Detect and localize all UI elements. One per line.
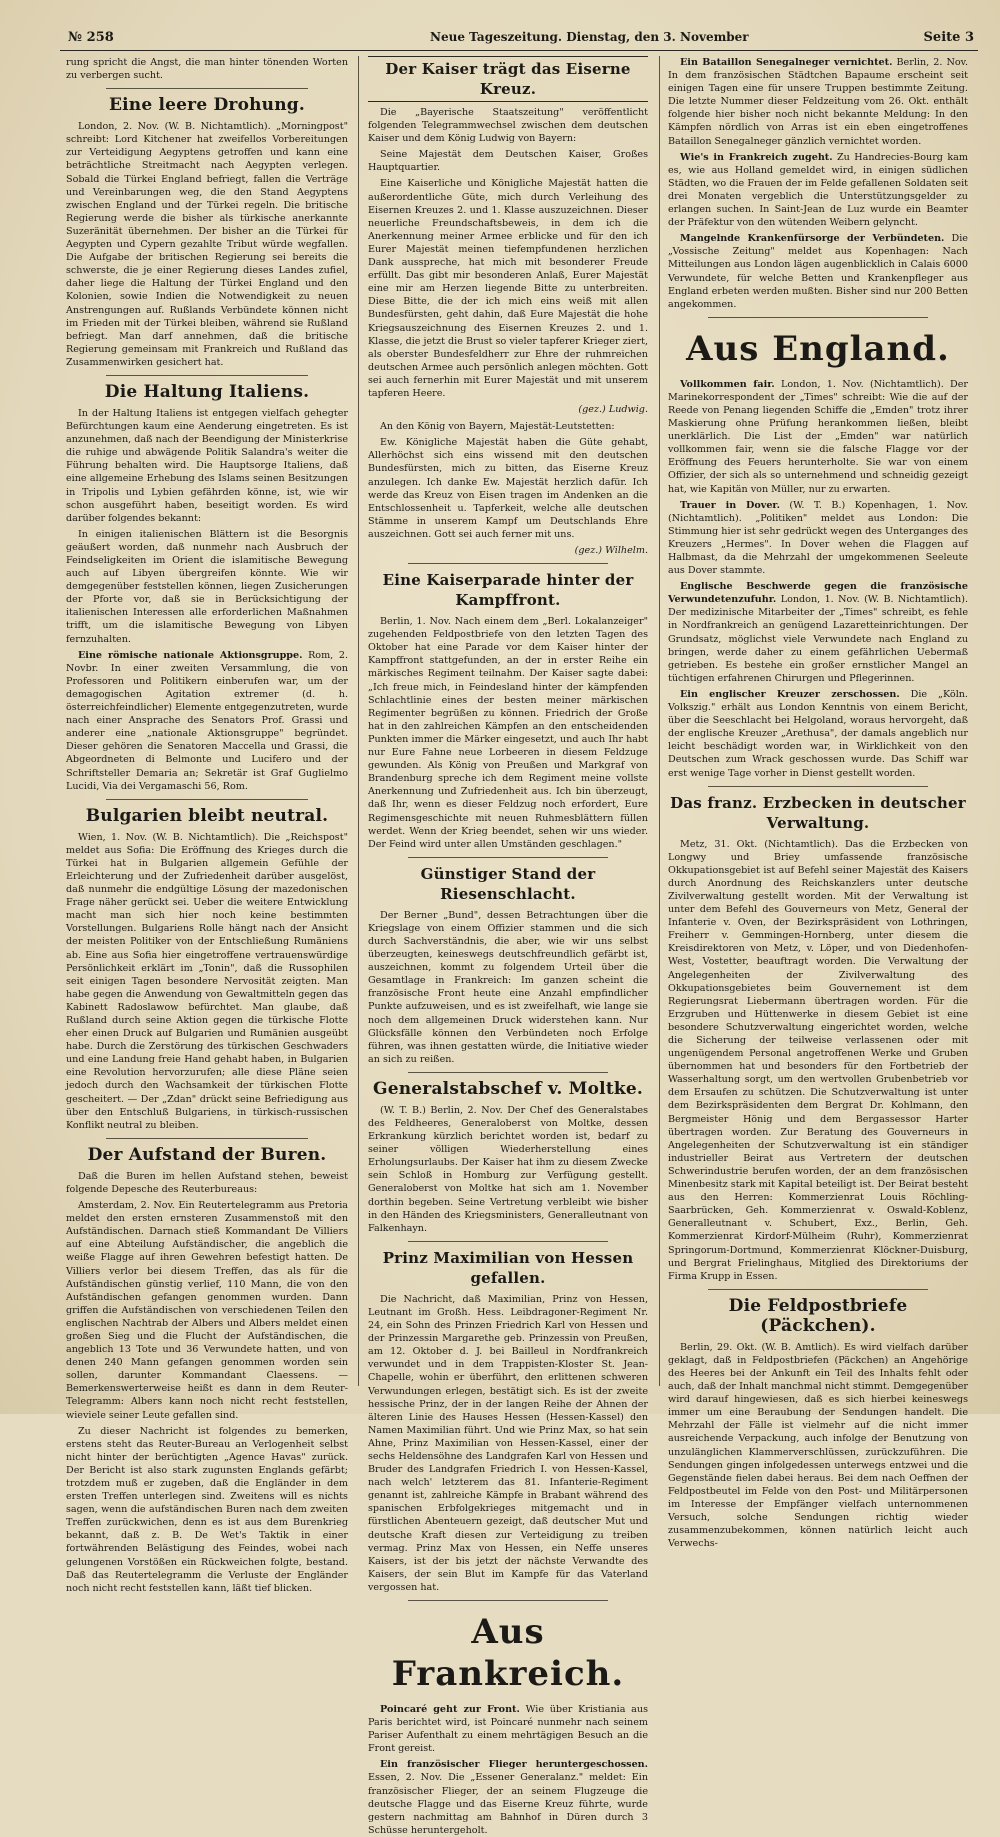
headline-aus-england: Aus England. <box>686 328 950 369</box>
column-middle <box>368 56 648 1836</box>
article-paragraph <box>668 151 968 230</box>
paragraph-lead: Ein Bataillon Senegalneger vernichtet. <box>680 57 893 68</box>
paragraph-lead: Poincaré geht zur Front. <box>380 1704 520 1715</box>
paragraph-lead: Wie's in Frankreich zugeht. <box>680 151 833 163</box>
paragraph-lead: Mangelnde Krankenfürsorge der Verbündeten. <box>680 233 945 245</box>
headline-bulgarien: Bulgarien bleibt neutral. <box>85 805 329 826</box>
article-paragraph: Die Nachricht, daß Maximilian, Prinz von Hessen, Leutnant im Großh. Hess. Leibdragoner-Regiment Nr. 24, ein Sohn des Prinzen Friedrich Karl von Hessen und der Prinzessin Margarethe geb. Prinzessin von Preußen, am 12. Oktober d. J. bei Bailleul in Nordfrankreich verwundet und in dem Trappisten-Kloster St. Jean-Chapelle, wohin er überführt, den erlittenen schweren Verwundungen erlegen, bestätigt sich. Es ist der zweite hessische Prinz, der in der langen Reihe der Ahnen der älteren Linie des Hauses Hessen (Hessen-Kassel) den Namen Maximilian führt. Und wie Prinz Max, so hat sein Ahne, Prinz Maximilian von Hessen-Kassel, einer der sechs Heldensöhne des Landgrafen Karl von Hessen und Bruder des Landgrafen Friedrich I. von Hessen-Kassel, nach welch' letzterem das 81. Infanterie-Regiment genannt ist, zahlreiche Kämpfe in Brabant während des spanischen Erbfolgekrieges mitgemacht und in fürstlichen Abenteuern gezeigt, daß deutscher Mut und deutsche Kraft diesen zur Verteidigung zu treiben vermag. Prinz Max von Hessen, ein Neffe unseres Kaisers, ist der bis jetzt der nächste Verwandte des Kaisers, der sein Blut im Kampfe für das Vaterland vergossen hat. <box>368 1293 648 1593</box>
paragraph-lead: Englische Beschwerde gegen die französische Verwundetenzufuhr. <box>668 581 968 606</box>
divider <box>106 88 308 89</box>
divider <box>708 317 928 318</box>
headline-aufstand-buren: Der Aufstand der Buren. <box>87 1144 327 1165</box>
article-paragraph <box>668 378 968 496</box>
headline-riesenschlacht: Günstiger Stand der Riesenschlacht. <box>420 864 596 903</box>
paragraph-lead: Ein französischer Flieger heruntergeschossen. <box>380 1759 648 1771</box>
paragraph-body: London, 1. Nov. (Nichtamtlich). Der Marinekorrespondent der „Times" schreibt: Wie die auf der Reede von Penang liegenden Schiffe die „Emden" trotz ihrer Maskierung ohne Prüfung herankommen ließen, bleibt unerklärlich. Die List der „Emden" war natürlich vollkommen fair, wenn sie die falsche Flagge vor der Eröffnung des Feuers herunterholte. Sie war von einem Offizier, der sich als so unternehmend und schneidig gezeigt hat, wie Kapitän von Müller, nur zu erwarten. <box>668 378 968 495</box>
divider <box>408 1072 608 1073</box>
article-paragraph: Metz, 31. Okt. (Nichtamtlich). Das die Erzbecken von Longwy und Briey umfassende französische Okkupationsgebiet ist auf Befehl seiner Majestät des Kaisers durch Anordnung des Reichskanzlers unter deutsche Zivilverwaltung gestellt worden. Mit der Verwaltung ist unter dem Befehl des Gouverneurs von Metz, General der Infanterie v. Oven, der Bezirkspräsident von Lothringen, Freiherr v. Gemmingen-Hornberg, unter diesem die Kreisdirektoren von Metz, v. Löper, und von Diedenhofen-West, Vostetter, beauftragt worden. Die Verwaltung der Angelegenheiten der Zivilverwaltung des Okkupationsgebietes beim Gouvernement ist dem Regierungsrat Liebermann übertragen worden. Für die Erzgruben und Hüttenwerke in diesem Gebiet ist eine besondere Schutzverwaltung eingerichtet worden, welche die Sicherung der teilweise verlassenen oder mit ungenügendem Personal angetroffenen Werke und Gruben übernommen hat und besonders für den Fortbetrieb der Wasserhaltung sorgt, um den wertvollen Grubenbetrieb vor dem Ersaufen zu schützen. Die Schutzverwaltung ist unter dem Bezirkspräsidenten dem Bergrat Dr. Kohlmann, den Bergmeister Hönig und dem Bergassessor Harter übertragen worden. Zur Beratung des Gouverneurs in Angelegenheiten der Schutzverwaltung ist ein ständiger industrieller Beirat aus Vertretern der deutschen Schwerindustrie berufen worden, der an dem französischen Minenbesitz stark mit Kapital beteiligt ist. Der Beirat besteht aus den Herren: Kommerzienrat Louis Röchling-Saarbrücken, Geh. Kommerzienrat v. Oswald-Koblenz, Generalleutnant v. Schubert, Exz., Berlin, Geh. Kommerzienrat Kirdorf-Mülheim (Ruhr), Kommerzienrat Springorum-Dortmund, Kommerzienrat Klöckner-Duisburg, und Bergrat Frielinghaus, Mitglied des Direktoriums der Firma Krupp in Essen. <box>668 838 968 1282</box>
article-paragraph <box>668 688 968 780</box>
article-paragraph: Ew. Königliche Majestät haben die Güte gehabt, Allerhöchst sich eins wissend mit den deutschen Bundesfürsten, mich zu bitten, das Eiserne Kreuz anzulegen. Ich danke Ew. Majestät herzlich dafür. Ich werde das Kreuz von Eisen tragen im Andenken an die Entschlossenheit u. Tapferkeit, welche alle deutschen Stämme in unserem Kampf um Deutschlands Ehre auszeichnen. Gott sei auch ferner mit uns. <box>368 437 648 540</box>
paragraph-lead: Eine römische nationale Aktionsgruppe. <box>78 649 303 661</box>
article-paragraph <box>368 1703 648 1755</box>
paragraph-body: Rom, 2. Novbr. In einer zweiten Versammlung, die von Professoren und Politikern einberufen war, um der demagogischen Agitation extremer (d. h. österreichfeindlicher) Elemente entgegenzutreten, wurde nach einer Ansprache des Senators Prof. Grassi und anderer eine „nationale Aktionsgruppe" begründet. Dieser gehören die Senatoren Maccella und Grassi, die Abgeordneten di Belmonte und Lucifero und der Schriftsteller Demaria an; Sekretär ist Graf Guglielmo Lucidi, Via dei Vergamaschi 56, Rom. <box>66 649 348 792</box>
headline-leere-drohung: Eine leere Drohung. <box>108 95 305 116</box>
column-left <box>66 56 348 1594</box>
paragraph-body: Wie über Kristiania aus Paris berichtet wird, ist Poincaré nunmehr nach seinem Pariser Aufenthalt zu einem mehrtägigen Besuch an die Front gereist. <box>368 1704 648 1755</box>
carry-over-text: rung spricht die Angst, die man hinter tönenden Worten zu verbergen sucht. <box>66 57 348 82</box>
article-paragraph: Der Berner „Bund", dessen Betrachtungen über die Kriegslage von einem Offizier stammen und die sich durch Sachverständnis, die aber, wie wir uns selbst überzeugten, keineswegs deutschfreundlich gefärbt ist, auszeichnen, kommt zu folgendem Urteil über die Gesamtlage in Frankreich: Im ganzen scheint die französische Front heute eine Anzahl empfindlicher Punkte aufzuweisen, und es ist zweifelhaft, wie lange sie noch dem allgemeinen Druck widerstehen kann. Nur Glücksfälle können den Verbündeten noch Erfolge führen, was ihnen gestatten würde, die Initiative wieder an sich zu reißen. <box>368 909 648 1065</box>
page-number: Seite 3 <box>923 30 974 45</box>
article-paragraph: Eine Kaiserliche und Königliche Majestät hatten die außerordentliche Güte, mich durch Verleihung des Eisernen Kreuzes 2. und 1. Klasse auszuzeichnen. Dieser neuerliche Freundschaftsbeweis, in dem ich die Anerkennung meiner Armee erblicke und für den ich Eurer Majestät meinen tiefempfundenen herzlichen Dank ausspreche, hat mich mit besonderer Freude erfüllt. Das gibt mir besonderen Anlaß, Eurer Majestät eine mir am Herzen liegende Bitte zu unterbreiten. Diese Bitte, die der ich mich eins weiß mit allen Bundesfürsten, geht dahin, daß Eure Majestät die hohe Kriegsauszeichnung des Eisernen Kreuzes 2. und 1. Klasse, die jetzt die Brust so vieler tapferer Krieger ziert, als oberster Bundesfeldherr zur Ehre der ruhmreichen deutschen Armee auch persönlich anlegen möchten. Gott sei auch fernerhin mit Eurer Majestät und mit unserem tapferen Heere. <box>368 178 648 399</box>
article-paragraph: Seine Majestät dem Deutschen Kaiser, Großes Hauptquartier. <box>368 149 648 174</box>
headline-prinz-maximilian: Prinz Maximilian von Hessen gefallen. <box>382 1248 634 1287</box>
paragraph-body: London, 1. Nov. (W. B. Nichtamtlich). Der medizinische Mitarbeiter der „Times" schreibt, es fehle in Nordfrankreich an genügend Lazaretteinrichtungen. Der Grundsatz, möglichst viele Verwundete nach England zu bringen, werde daher zu einem gefährlichen Uebermaß getrieben. Es bestehe ein großer ernstlicher Mangel an tüchtigen erfahrenen Chirurgen und Pflegerinnen. <box>668 594 968 684</box>
divider <box>106 799 308 800</box>
headline-erzbecken: Das franz. Erzbecken in deutscher Verwaltung. <box>670 793 966 832</box>
article-paragraph <box>66 649 348 793</box>
article-paragraph <box>668 232 968 311</box>
divider <box>408 1600 608 1601</box>
article-paragraph: Wien, 1. Nov. (W. B. Nichtamtlich). Die „Reichspost" meldet aus Sofia: Die Eröffnung des Krieges durch die Türkei hat in Bulgarien allgemein Gefühle der Erleichterung und der Zufriedenheit darüber ausgelöst, daß nunmehr die endgültige Lösung der mazedonischen Frage näher gerückt sei. Ueber die weitere Entwicklung macht man sich hier noch keine bestimmten Vorstellungen. Bulgariens Rolle hängt nach der Ansicht der meisten Politiker von der Entschließung Rumäniens ab. Eine aus Sofia hier eingetroffene vertrauenswürdige Persönlichkeit erklärt im „Tonin", daß die Russophilen seit einigen Tagen besondere Nervosität zeigten. Man habe gegen die Anwendung von Gewaltmitteln gegen das Kabinett Radoslawow befürchtet. Man glaube, daß Rußland durch seine Aktion gegen die türkische Flotte eher einen Druck auf Bulgarien und Rumänien ausgeübt habe. Durch die Zerstörung des türkischen Geschwaders und eine Landung freie Hand gehabt haben, in Bulgarien eine Revolution hervorzurufen; alle diese Pläne seien jedoch durch den Wachsamkeit der türkischen Flotte gescheitert. — Der „Zdan" drückt seine Befriedigung aus über den Entschluß Bulgariens, in türkisch-russischen Konflikt neutral zu bleiben. <box>66 831 348 1131</box>
divider <box>408 857 608 858</box>
paragraph-body: (W. T. B.) Kopenhagen, 1. Nov. (Nichtamtlich). „Politiken" meldet aus London: Die Stimmung hier ist sehr gedrückt wegen des Unterganges des Kreuzers „Hermes". In Dover wehen die Flaggen auf Halbmast, da die Mehrzahl der umgekommenen Seeleute aus Dover stammte. <box>668 499 968 577</box>
article-paragraph: London, 2. Nov. (W. B. Nichtamtlich). „Morningpost" schreibt: Lord Kitchener hat zweifellos Vorbereitungen zur Verteidigung Aegyptens getroffen und kann eine beträchtliche Streitmacht nach Aegypten verlegen. Sobald die Türkei England befriegt, fallen die Verträge und Vereinbarungen weg, die den Stand Aegyptens zwischen England und der Türkei regeln. Die britische Regierung werde die bisher als türkische anerkannte Suzeränität übernehmen. Der bisher an die Türkei für Aegypten und Cypern gezahlte Tribut würde wegfallen. Die Aufgabe der britischen Regierung sei bereits die schwerste, die je einer Regierung dieses Landes zufiel, daher liege die Haltung der Türkei England und den Kolonien, sowie Indien die Notwendigkeit zu neuen Anstrengungen auf. Rußlands Verbündete können nicht im Frieden mit der Türkei bleiben, während sie Rußland befriegt. Man darf annehmen, daß die britische Regierung gemeinsam mit Frankreich und Rußland das Zusammenwirken gesichert hat. <box>66 121 348 368</box>
article-paragraph <box>668 56 968 148</box>
article-paragraph: Amsterdam, 2. Nov. Ein Reutertelegramm aus Pretoria meldet den ersten ernsteren Zusammenstoß mit den Aufständischen. Darnach stieß Kommandant De Villiers auf eine Abteilung Aufständischer, die angeblich die weiße Flagge auf ihren Gewehren befestigt hatten. De Villiers verlor bei diesem Treffen, das als für die Aufständischen günstig verlief, 110 Mann, die von den Aufständischen gefangen genommen wurden. Dann griffen die Aufständischen von verschiedenen Teilen den englischen Nachtrab der Albers und Albers meldet einen großen Sieg und die Flucht der Aufständischen, die angeblich 13 Tote und 36 Verwundete hatten, und von denen 240 Mann gefangen genommen worden sein sollen, darunter Kommandant Claessens. — Bemerkenswerterweise heißt es dann in dem Reuter-Telegramm: Albers kann noch nicht recht feststellen, wieviele seiner Leute gefallen sind. <box>66 1200 348 1421</box>
headline-feldpostbriefe: Die Feldpostbriefe (Päckchen). <box>728 1295 908 1336</box>
paragraph-body: Berlin, 2. Nov. In dem französischen Städtchen Bapaume erscheint seit einigen Tagen eine für unsere Truppen bestimmte Zeitung. Die letzte Nummer dieser Feldzeitung vom 26. Okt. enthält folgende hier bisher noch nicht bekannte Meldung: In den Kämpfen nördlich von Arras ist ein eben eingetroffenes Bataillon Senegalneger gänzlich vernichtet worden. <box>668 57 968 147</box>
paragraph-body: Die „Köln. Volkszig." erhält aus London Kenntnis von einem Bericht, über die Seeschlacht bei Helgoland, woraus hervorgeht, daß der englische Kreuzer „Arethusa", der damals angeblich nur leicht beschädigt worden war, in Wirklichkeit von den Deutschen zum Wrack geschossen wurde. Das Schiff war erst wenige Tage vorher in Dienst gestellt worden. <box>668 688 968 779</box>
paragraph-lead: Trauer in Dover. <box>680 499 780 511</box>
article-paragraph <box>668 580 968 685</box>
newspaper-dateline: Neue Tageszeitung. Dienstag, den 3. November <box>430 30 749 44</box>
headline-haltung-italiens: Die Haltung Italiens. <box>104 381 310 402</box>
paragraph-body: Die „Vossische Zeitung" meldet aus Kopenhagen: Nach Mitteilungen aus London lägen augenblicklich in Calais 6000 Verwundete, für welche Betten und Krankenpfleger aus England erbeten werden mußten. Bisher sind nur 200 Betten angekommen. <box>668 233 968 310</box>
article-paragraph: Berlin, 29. Okt. (W. B. Amtlich). Es wird vielfach darüber geklagt, daß in Feldpostbriefen (Päckchen) an Angehörige des Heeres bei der Ankunft ein Teil des Inhalts fehlt oder auch, daß der Inhalt manchmal nicht stimmt. Demgegenüber wird darauf hingewiesen, daß es sich hierbei keineswegs immer um eine Beraubung der Sendungen handelt. Die Mehrzahl der Fälle ist vielmehr auf die nicht immer ausreichende Verpackung, auch infolge der Benutzung von unzulänglichen Klammerverschlüssen, zurückzuführen. Die Sendungen gingen infolgedessen unterwegs entzwei und die Gegenstände fielen dabei heraus. Bei dem nach Oeffnen der Feldpostbeutel im Felde von den Post- und Militärpersonen im Interesse der Empfänger vielfach unternommenen Versuch, solche Sendungen richtig wieder zusammenzubekommen, können natürlich leicht auch Verwechs- <box>668 1341 968 1550</box>
article-paragraph: (W. T. B.) Berlin, 2. Nov. Der Chef des Generalstabes des Feldheeres, Generaloberst von Moltke, dessen Erkrankung kürzlich berichtet worden ist, bedarf zu seiner völligen Wiederherstellung eines Erholungsurlaubs. Der Kaiser hat ihm zu diesem Zwecke sein Schloß in Homburg zur Verfügung gestellt. Generaloberst von Moltke hat sich am 1. November dorthin begeben. Seine Vertretung verbleibt wie bisher in den Händen des Kriegsministers, Generalleutnant von Falkenhayn. <box>368 1104 648 1234</box>
signature: (gez.) Ludwig. <box>578 404 648 416</box>
article-paragraph: An den König von Bayern, Majestät-Leutstetten: <box>380 421 615 433</box>
column-rule <box>659 56 660 1386</box>
article-paragraph: Die „Bayerische Staatszeitung" veröffentlicht folgenden Telegrammwechsel zwischen dem deutschen Kaiser und dem König Ludwig von Bayern: <box>368 107 648 145</box>
article-paragraph: In der Haltung Italiens ist entgegen vielfach gehegter Befürchtungen kaum eine Aenderung eingetreten. Es ist anzunehmen, daß nach der Beendigung der Ministerkrise die ruhige und abwägende Politik Salandra's weiter die Führung behalten wird. Die Hauptsorge Italiens, daß eine allgemeine Erhebung des Islams seinen Besitzungen in Tripolis und Lybien gefährden könne, ist, wie wir schon ausgeführt haben, beseitigt worden. Es wird darüber folgendes bekannt: <box>66 407 348 524</box>
headline-aus-frankreich: Aus Frankreich. <box>391 1612 625 1694</box>
divider <box>408 563 608 564</box>
paragraph-body: Zu Handrecies-Bourg kam es, wie aus Holland gemeldet wird, in einigen südlichen Städten, wo die Frauen der im Felde gefallenen Soldaten seit drei Monaten vergeblich die Unterstützungsgelder zu erlangen suchen. In Saint-Jean de Luz wurde ein Beamter der Präfektur von den wütenden Weibern gelyncht. <box>668 151 968 229</box>
article-paragraph: Daß die Buren im hellen Aufstand stehen, beweist folgende Depesche des Reuterbureaus: <box>66 1170 348 1195</box>
article-paragraph: In einigen italienischen Blättern ist die Besorgnis geäußert worden, daß nunmehr nach Ausbruch der Feindseligkeiten im Orient die islamitische Bewegung auch auf Libyen übergreifen könnte. Wie wir demgegenüber feststellen können, liegen Zusicherungen der Pforte vor, daß sie in Berücksichtigung der italienischen Interessen alle erforderlichen Maßnahmen trifft, um die islamitische Bewegung von Libyen fernzuhalten. <box>66 528 348 645</box>
paragraph-lead: Ein englischer Kreuzer zerschossen. <box>680 688 900 700</box>
paragraph-lead: Vollkommen fair. <box>680 378 775 390</box>
article-paragraph: Berlin, 1. Nov. Nach einem dem „Berl. Lokalanzeiger" zugehenden Feldpostbriefe von den letzten Tagen des Oktober hat eine Parade vor dem Kaiser hinter der Kampffront stattgefunden, an der in erster Reihe ein märkisches Regiment teilnahm. Der Kaiser sagte dabei: „Ich freue mich, in Feindesland hinter der kämpfenden Schlachtlinie eines der besten meiner märkischen Regimenter begrüßen zu können. Friedrich der Große hat in den zahlreichen Kämpfen an den entscheidenden Punkten immer die Märker eingesetzt, und auch Ihr habt nur Eure Fahne neue Lorbeeren in diesem Feldzuge gewunden. Als König von Preußen und Markgraf von Brandenburg spreche ich dem Regiment meine vollste Anerkennung und Zufriedenheit aus. Ich bin überzeugt, daß Ihr, wenn es dieser Feldzug noch erfordert, Eure Regimensgeschichte mit neuen Ruhmesblättern füllen werdet. Wenn der Krieg beendet, sehen wir uns wieder. Der Feind wird unter allen Umständen geschlagen." <box>368 616 648 850</box>
headline-kaiser-eisernes-kreuz: Der Kaiser trägt das Eiserne Kreuz. <box>368 56 648 102</box>
divider <box>708 786 928 787</box>
column-rule <box>358 56 359 1386</box>
headline-kaiserparade: Eine Kaiserparade hinter der Kampffront. <box>382 571 634 610</box>
divider <box>106 1138 308 1139</box>
issue-number: № 258 <box>68 30 114 45</box>
signature: (gez.) Wilhelm. <box>574 545 648 556</box>
paragraph-body: Essen, 2. Nov. Die „Essener Generalanz." meldet: Ein französischer Flieger, der an seinem Flugzeuge die deutsche Flagge und das Eiserne Kreuz führte, wurde gestern nachmittag am Bahnhof in Düren durch 3 Schüsse heruntergeholt. <box>368 1772 648 1836</box>
article-paragraph <box>368 1758 648 1837</box>
divider <box>708 1289 928 1290</box>
divider <box>106 375 308 376</box>
page-header <box>60 28 978 51</box>
article-paragraph <box>668 499 968 578</box>
headline-moltke: Generalstabschef v. Moltke. <box>373 1078 643 1099</box>
divider <box>408 1241 608 1242</box>
article-paragraph: Zu dieser Nachricht ist folgendes zu bemerken, erstens steht das Reuter-Bureau an Verlogenheit selbst nicht hinter der berüchtigten „Agence Havas" zurück. Der Bericht ist also stark zugunsten Englands gefärbt; trotzdem muß er zugeben, daß die Engländer in dem ersten Treffen unterlegen sind. Zweitens will es nichts sagen, wenn die aufständischen Buren nach dem zweiten Treffen zurückwichen, denn es ist aus dem Burenkrieg bekannt, daß z. B. De Wet's Taktik in einer fortwährenden Belästigung des Feindes, wobei nach gelungenen Vorstößen ein Rückweichen folgte, bestand. Daß das Reutertelegramm die Verluste der Engländer noch nicht recht feststellen kann, läßt tief blicken. <box>66 1425 348 1594</box>
column-right <box>668 56 968 1550</box>
